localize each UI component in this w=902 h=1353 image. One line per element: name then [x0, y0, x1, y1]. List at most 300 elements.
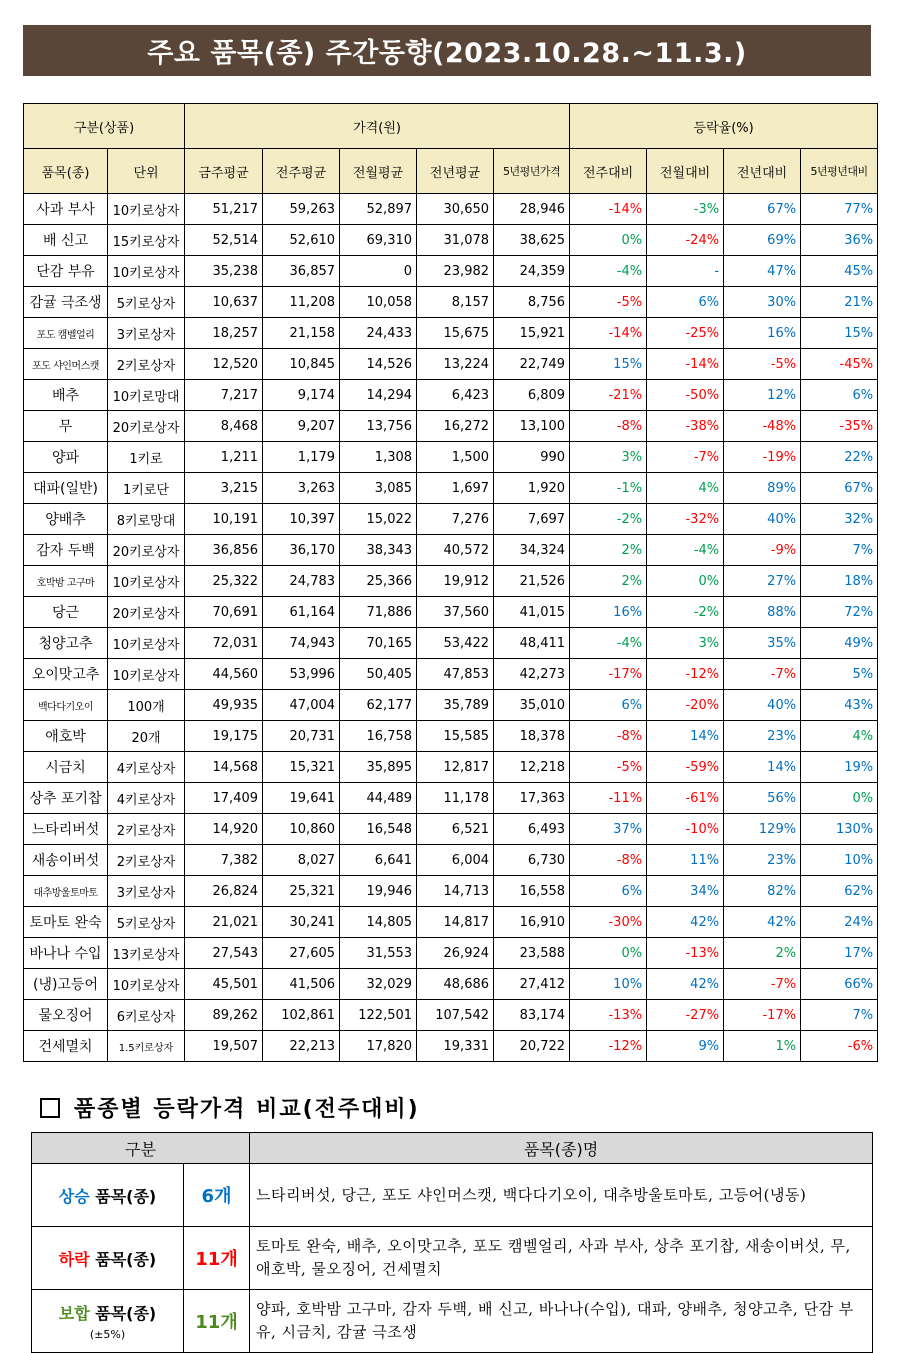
cell-price: 62,177 — [340, 690, 417, 721]
cell-price: 14,920 — [185, 814, 263, 845]
cell-price: 16,758 — [340, 721, 417, 752]
cell-rate: 37% — [570, 814, 647, 845]
cell-item: 토마토 완숙 — [24, 907, 108, 938]
cell-item: 느타리버섯 — [24, 814, 108, 845]
cell-rate: 22% — [801, 442, 878, 473]
cell-price: 0 — [340, 256, 417, 287]
cell-price: 47,853 — [417, 659, 494, 690]
table-row — [24, 473, 878, 504]
cell-price: 13,756 — [340, 411, 417, 442]
cell-price: 41,015 — [494, 597, 570, 628]
table-row — [24, 535, 878, 566]
cell-rate: -50% — [647, 380, 724, 411]
cell-price: 49,935 — [185, 690, 263, 721]
cell-item: 바나나 수입 — [24, 938, 108, 969]
cell-rate: -20% — [647, 690, 724, 721]
cell-rate: 19% — [801, 752, 878, 783]
flat-note: (±5%) — [89, 1328, 126, 1341]
cell-item: 양배추 — [24, 504, 108, 535]
cell-price: 36,856 — [185, 535, 263, 566]
cell-rate: 6% — [570, 876, 647, 907]
cell-price: 15,585 — [417, 721, 494, 752]
cell-price: 3,263 — [263, 473, 340, 504]
cell-rate: 12% — [724, 380, 801, 411]
cell-rate: -61% — [647, 783, 724, 814]
cell-rate: -3% — [647, 194, 724, 225]
cell-rate: -8% — [570, 411, 647, 442]
header-vs-year: 전년대비 — [724, 149, 801, 194]
cell-price: 52,514 — [185, 225, 263, 256]
cell-unit: 10키로상자 — [108, 969, 185, 1000]
cell-price: 8,756 — [494, 287, 570, 318]
cell-price: 15,022 — [340, 504, 417, 535]
comparison-table — [31, 1132, 873, 1353]
cell-item: 새송이버섯 — [24, 845, 108, 876]
cell-price: 20,722 — [494, 1031, 570, 1062]
fall-prefix: 하락 — [58, 1249, 90, 1269]
cell-price: 11,208 — [263, 287, 340, 318]
cell-price: 9,174 — [263, 380, 340, 411]
cell-price: 18,257 — [185, 318, 263, 349]
header-group-price: 가격(원) — [185, 104, 570, 149]
cell-rate: 47% — [724, 256, 801, 287]
cell-rate: 0% — [570, 938, 647, 969]
cell-item: 백다다기오이 — [24, 690, 108, 721]
cell-item: 배추 — [24, 380, 108, 411]
cell-rate: 56% — [724, 783, 801, 814]
cell-unit: 20키로상자 — [108, 411, 185, 442]
cell-price: 16,558 — [494, 876, 570, 907]
cell-price: 31,553 — [340, 938, 417, 969]
cell-price: 22,749 — [494, 349, 570, 380]
cell-item: 상추 포기찹 — [24, 783, 108, 814]
cell-unit: 10키로상자 — [108, 566, 185, 597]
cell-price: 14,568 — [185, 752, 263, 783]
header-vs-week: 전주대비 — [570, 149, 647, 194]
cell-price: 18,378 — [494, 721, 570, 752]
cell-rate: 67% — [724, 194, 801, 225]
table-row — [24, 659, 878, 690]
flat-label: 품목(종) — [89, 1304, 157, 1323]
comparison-row-rise — [32, 1164, 873, 1227]
cell-price: 21,526 — [494, 566, 570, 597]
cell-price: 25,322 — [185, 566, 263, 597]
cell-price: 3,085 — [340, 473, 417, 504]
cell-price: 122,501 — [340, 1000, 417, 1031]
header-unit: 단위 — [108, 149, 185, 194]
cell-price: 24,433 — [340, 318, 417, 349]
cell-price: 52,897 — [340, 194, 417, 225]
cell-rate: -14% — [647, 349, 724, 380]
cell-rate: -2% — [647, 597, 724, 628]
cell-rate: 32% — [801, 504, 878, 535]
flat-prefix: 보합 — [58, 1304, 90, 1323]
cell-price: 25,366 — [340, 566, 417, 597]
cell-rate: 69% — [724, 225, 801, 256]
cell-rate: -4% — [647, 535, 724, 566]
cell-price: 8,027 — [263, 845, 340, 876]
cell-price: 27,543 — [185, 938, 263, 969]
cell-price: 72,031 — [185, 628, 263, 659]
cell-price: 47,004 — [263, 690, 340, 721]
weekly-price-table — [23, 103, 878, 1062]
header-last-month: 전월평균 — [340, 149, 417, 194]
cell-price: 69,310 — [340, 225, 417, 256]
cell-price: 32,029 — [340, 969, 417, 1000]
table-row — [24, 194, 878, 225]
cell-price: 12,218 — [494, 752, 570, 783]
cell-rate: 15% — [801, 318, 878, 349]
table-row — [24, 845, 878, 876]
page-title: 주요 품목(종) 주간동향(2023.10.28.~11.3.) — [23, 25, 871, 76]
table-row — [24, 597, 878, 628]
cell-rate: 16% — [570, 597, 647, 628]
cell-unit: 10키로상자 — [108, 256, 185, 287]
cell-rate: -4% — [570, 628, 647, 659]
cell-price: 19,912 — [417, 566, 494, 597]
cell-rate: 24% — [801, 907, 878, 938]
cell-unit: 10키로상자 — [108, 659, 185, 690]
table-row — [24, 225, 878, 256]
cell-rate: 9% — [647, 1031, 724, 1062]
cell-rate: 88% — [724, 597, 801, 628]
cell-price: 12,817 — [417, 752, 494, 783]
cell-unit: 20개 — [108, 721, 185, 752]
cell-price: 45,501 — [185, 969, 263, 1000]
cell-price: 15,921 — [494, 318, 570, 349]
cell-price: 27,605 — [263, 938, 340, 969]
cell-price: 27,412 — [494, 969, 570, 1000]
table-row — [24, 349, 878, 380]
cell-rate: 10% — [801, 845, 878, 876]
fall-count: 11개 — [184, 1227, 250, 1290]
cell-price: 7,697 — [494, 504, 570, 535]
cell-rate: 1% — [724, 1031, 801, 1062]
cell-price: 7,276 — [417, 504, 494, 535]
cell-rate: -8% — [570, 845, 647, 876]
cell-price: 23,982 — [417, 256, 494, 287]
cell-rate: -38% — [647, 411, 724, 442]
cell-rate: -11% — [570, 783, 647, 814]
fall-category — [32, 1227, 184, 1290]
cell-rate: 17% — [801, 938, 878, 969]
cell-price: 37,560 — [417, 597, 494, 628]
cell-rate: 6% — [570, 690, 647, 721]
cell-price: 15,321 — [263, 752, 340, 783]
cell-item: 포도 샤인머스캣 — [24, 349, 108, 380]
cell-rate: 3% — [647, 628, 724, 659]
cell-price: 40,572 — [417, 535, 494, 566]
cell-unit: 3키로상자 — [108, 876, 185, 907]
cell-rate: -7% — [724, 969, 801, 1000]
cell-rate: 10% — [570, 969, 647, 1000]
cell-price: 19,331 — [417, 1031, 494, 1062]
cell-rate: -7% — [647, 442, 724, 473]
cell-rate: 40% — [724, 504, 801, 535]
cell-rate: 16% — [724, 318, 801, 349]
header-group-item: 구분(상품) — [24, 104, 185, 149]
table-row — [24, 504, 878, 535]
cell-price: 35,238 — [185, 256, 263, 287]
cell-price: 20,731 — [263, 721, 340, 752]
table-row — [24, 442, 878, 473]
cell-rate: 4% — [647, 473, 724, 504]
cell-rate: -27% — [647, 1000, 724, 1031]
cell-price: 14,526 — [340, 349, 417, 380]
cell-price: 61,164 — [263, 597, 340, 628]
cell-price: 44,560 — [185, 659, 263, 690]
cell-price: 74,943 — [263, 628, 340, 659]
table-row — [24, 1000, 878, 1031]
cell-rate: -45% — [801, 349, 878, 380]
cell-rate: 18% — [801, 566, 878, 597]
cell-item: 포도 캠벨얼리 — [24, 318, 108, 349]
fall-label: 품목(종) — [89, 1249, 157, 1269]
cell-price: 52,610 — [263, 225, 340, 256]
cell-price: 59,263 — [263, 194, 340, 225]
cell-price: 6,493 — [494, 814, 570, 845]
cell-item: 배 신고 — [24, 225, 108, 256]
table-row — [24, 721, 878, 752]
cell-unit: 3키로상자 — [108, 318, 185, 349]
cell-price: 14,713 — [417, 876, 494, 907]
comparison-row-flat — [32, 1290, 873, 1353]
cell-rate: 30% — [724, 287, 801, 318]
rise-label: 품목(종) — [89, 1186, 157, 1206]
header-last-year: 전년평균 — [417, 149, 494, 194]
cell-price: 28,946 — [494, 194, 570, 225]
cell-rate: 11% — [647, 845, 724, 876]
cell-item: 사과 부사 — [24, 194, 108, 225]
cell-unit: 20키로상자 — [108, 535, 185, 566]
cell-price: 21,158 — [263, 318, 340, 349]
comparison-header-items: 품목(종)명 — [250, 1133, 873, 1164]
cell-price: 24,783 — [263, 566, 340, 597]
table-row — [24, 752, 878, 783]
table-row — [24, 814, 878, 845]
cell-price: 36,170 — [263, 535, 340, 566]
table-row — [24, 876, 878, 907]
table-row — [24, 566, 878, 597]
cell-rate: 42% — [647, 907, 724, 938]
cell-price: 38,343 — [340, 535, 417, 566]
cell-unit: 15키로상자 — [108, 225, 185, 256]
cell-rate: -24% — [647, 225, 724, 256]
cell-price: 10,397 — [263, 504, 340, 535]
cell-rate: -30% — [570, 907, 647, 938]
rise-prefix: 상승 — [58, 1186, 90, 1206]
cell-price: 10,191 — [185, 504, 263, 535]
cell-price: 38,625 — [494, 225, 570, 256]
cell-price: 83,174 — [494, 1000, 570, 1031]
cell-rate: 77% — [801, 194, 878, 225]
cell-rate: -4% — [570, 256, 647, 287]
cell-rate: 2% — [724, 938, 801, 969]
cell-unit: 4키로상자 — [108, 783, 185, 814]
cell-unit: 10키로상자 — [108, 194, 185, 225]
cell-rate: -7% — [724, 659, 801, 690]
cell-price: 23,588 — [494, 938, 570, 969]
cell-price: 1,920 — [494, 473, 570, 504]
cell-rate: -13% — [570, 1000, 647, 1031]
cell-rate: - — [647, 256, 724, 287]
cell-price: 70,165 — [340, 628, 417, 659]
cell-price: 107,542 — [417, 1000, 494, 1031]
flat-category — [32, 1290, 184, 1353]
cell-unit: 2키로상자 — [108, 845, 185, 876]
header-item: 품목(종) — [24, 149, 108, 194]
cell-rate: -14% — [570, 318, 647, 349]
cell-rate: 40% — [724, 690, 801, 721]
table-row — [24, 380, 878, 411]
cell-price: 70,691 — [185, 597, 263, 628]
header-vs-month: 전월대비 — [647, 149, 724, 194]
cell-item: 오이맛고추 — [24, 659, 108, 690]
cell-rate: 62% — [801, 876, 878, 907]
cell-item: 대파(일반) — [24, 473, 108, 504]
cell-rate: -5% — [570, 752, 647, 783]
cell-rate: 14% — [724, 752, 801, 783]
cell-price: 26,924 — [417, 938, 494, 969]
cell-unit: 5키로상자 — [108, 287, 185, 318]
table-row — [24, 1031, 878, 1062]
cell-rate: 6% — [801, 380, 878, 411]
table-row — [24, 783, 878, 814]
cell-rate: 45% — [801, 256, 878, 287]
cell-price: 13,224 — [417, 349, 494, 380]
cell-rate: -59% — [647, 752, 724, 783]
cell-rate: 34% — [647, 876, 724, 907]
flat-count: 11개 — [184, 1290, 250, 1353]
cell-rate: 2% — [570, 566, 647, 597]
cell-price: 30,650 — [417, 194, 494, 225]
cell-price: 21,021 — [185, 907, 263, 938]
cell-price: 19,641 — [263, 783, 340, 814]
comparison-row-fall — [32, 1227, 873, 1290]
cell-rate: -21% — [570, 380, 647, 411]
header-this-week: 금주평균 — [185, 149, 263, 194]
cell-price: 48,411 — [494, 628, 570, 659]
cell-price: 16,548 — [340, 814, 417, 845]
cell-price: 48,686 — [417, 969, 494, 1000]
cell-price: 6,521 — [417, 814, 494, 845]
cell-unit: 6키로상자 — [108, 1000, 185, 1031]
cell-price: 44,489 — [340, 783, 417, 814]
cell-rate: 5% — [801, 659, 878, 690]
cell-item: 시금치 — [24, 752, 108, 783]
cell-item: 당근 — [24, 597, 108, 628]
cell-rate: -10% — [647, 814, 724, 845]
cell-price: 15,675 — [417, 318, 494, 349]
cell-price: 42,273 — [494, 659, 570, 690]
cell-unit: 4키로상자 — [108, 752, 185, 783]
cell-item: (냉)고등어 — [24, 969, 108, 1000]
header-last-week: 전주평균 — [263, 149, 340, 194]
cell-price: 6,809 — [494, 380, 570, 411]
cell-unit: 8키로망대 — [108, 504, 185, 535]
cell-price: 34,324 — [494, 535, 570, 566]
cell-rate: -5% — [724, 349, 801, 380]
cell-price: 10,058 — [340, 287, 417, 318]
cell-rate: 4% — [801, 721, 878, 752]
cell-price: 12,520 — [185, 349, 263, 380]
cell-rate: -12% — [647, 659, 724, 690]
cell-rate: -13% — [647, 938, 724, 969]
cell-rate: 42% — [724, 907, 801, 938]
cell-price: 9,207 — [263, 411, 340, 442]
table-row — [24, 690, 878, 721]
cell-rate: 7% — [801, 535, 878, 566]
cell-rate: -1% — [570, 473, 647, 504]
cell-price: 89,262 — [185, 1000, 263, 1031]
cell-item: 양파 — [24, 442, 108, 473]
flat-items: 양파, 호박밤 고구마, 감자 두백, 배 신고, 바나나(수입), 대파, 양배추, 청양고추, 단감 부유, 시금치, 감귤 극조생 — [250, 1290, 873, 1353]
cell-price: 16,910 — [494, 907, 570, 938]
cell-rate: 15% — [570, 349, 647, 380]
cell-price: 16,272 — [417, 411, 494, 442]
cell-unit: 1.5키로상자 — [108, 1031, 185, 1062]
cell-unit: 5키로상자 — [108, 907, 185, 938]
rise-category — [32, 1164, 184, 1227]
cell-price: 6,641 — [340, 845, 417, 876]
cell-rate: -25% — [647, 318, 724, 349]
cell-price: 3,215 — [185, 473, 263, 504]
header-five-year: 5년평년가격 — [494, 149, 570, 194]
cell-price: 10,637 — [185, 287, 263, 318]
table-row — [24, 938, 878, 969]
cell-rate: -2% — [570, 504, 647, 535]
comparison-section-title — [40, 1092, 420, 1123]
cell-rate: 2% — [570, 535, 647, 566]
cell-rate: -12% — [570, 1031, 647, 1062]
cell-price: 30,241 — [263, 907, 340, 938]
cell-price: 71,886 — [340, 597, 417, 628]
cell-rate: 89% — [724, 473, 801, 504]
cell-rate: 130% — [801, 814, 878, 845]
cell-rate: -35% — [801, 411, 878, 442]
comparison-header-category: 구분 — [32, 1133, 250, 1164]
cell-rate: 21% — [801, 287, 878, 318]
cell-price: 1,179 — [263, 442, 340, 473]
cell-price: 14,805 — [340, 907, 417, 938]
cell-price: 6,004 — [417, 845, 494, 876]
cell-rate: -5% — [570, 287, 647, 318]
cell-price: 1,697 — [417, 473, 494, 504]
cell-unit: 10키로상자 — [108, 628, 185, 659]
cell-rate: 27% — [724, 566, 801, 597]
cell-price: 7,382 — [185, 845, 263, 876]
cell-item: 청양고추 — [24, 628, 108, 659]
cell-price: 10,845 — [263, 349, 340, 380]
fall-items: 토마토 완숙, 배추, 오이맛고추, 포도 캠벨얼리, 사과 부사, 상추 포기찹, 새송이버섯, 무, 애호박, 물오징어, 건세멸치 — [250, 1227, 873, 1290]
cell-unit: 100개 — [108, 690, 185, 721]
cell-price: 1,211 — [185, 442, 263, 473]
cell-price: 31,078 — [417, 225, 494, 256]
cell-price: 11,178 — [417, 783, 494, 814]
cell-price: 17,409 — [185, 783, 263, 814]
cell-item: 감자 두백 — [24, 535, 108, 566]
cell-unit: 20키로상자 — [108, 597, 185, 628]
cell-item: 대추방울토마토 — [24, 876, 108, 907]
cell-unit: 1키로단 — [108, 473, 185, 504]
cell-price: 17,363 — [494, 783, 570, 814]
cell-price: 6,423 — [417, 380, 494, 411]
cell-price: 36,857 — [263, 256, 340, 287]
table-row — [24, 907, 878, 938]
cell-price: 53,422 — [417, 628, 494, 659]
cell-rate: -48% — [724, 411, 801, 442]
cell-rate: 49% — [801, 628, 878, 659]
